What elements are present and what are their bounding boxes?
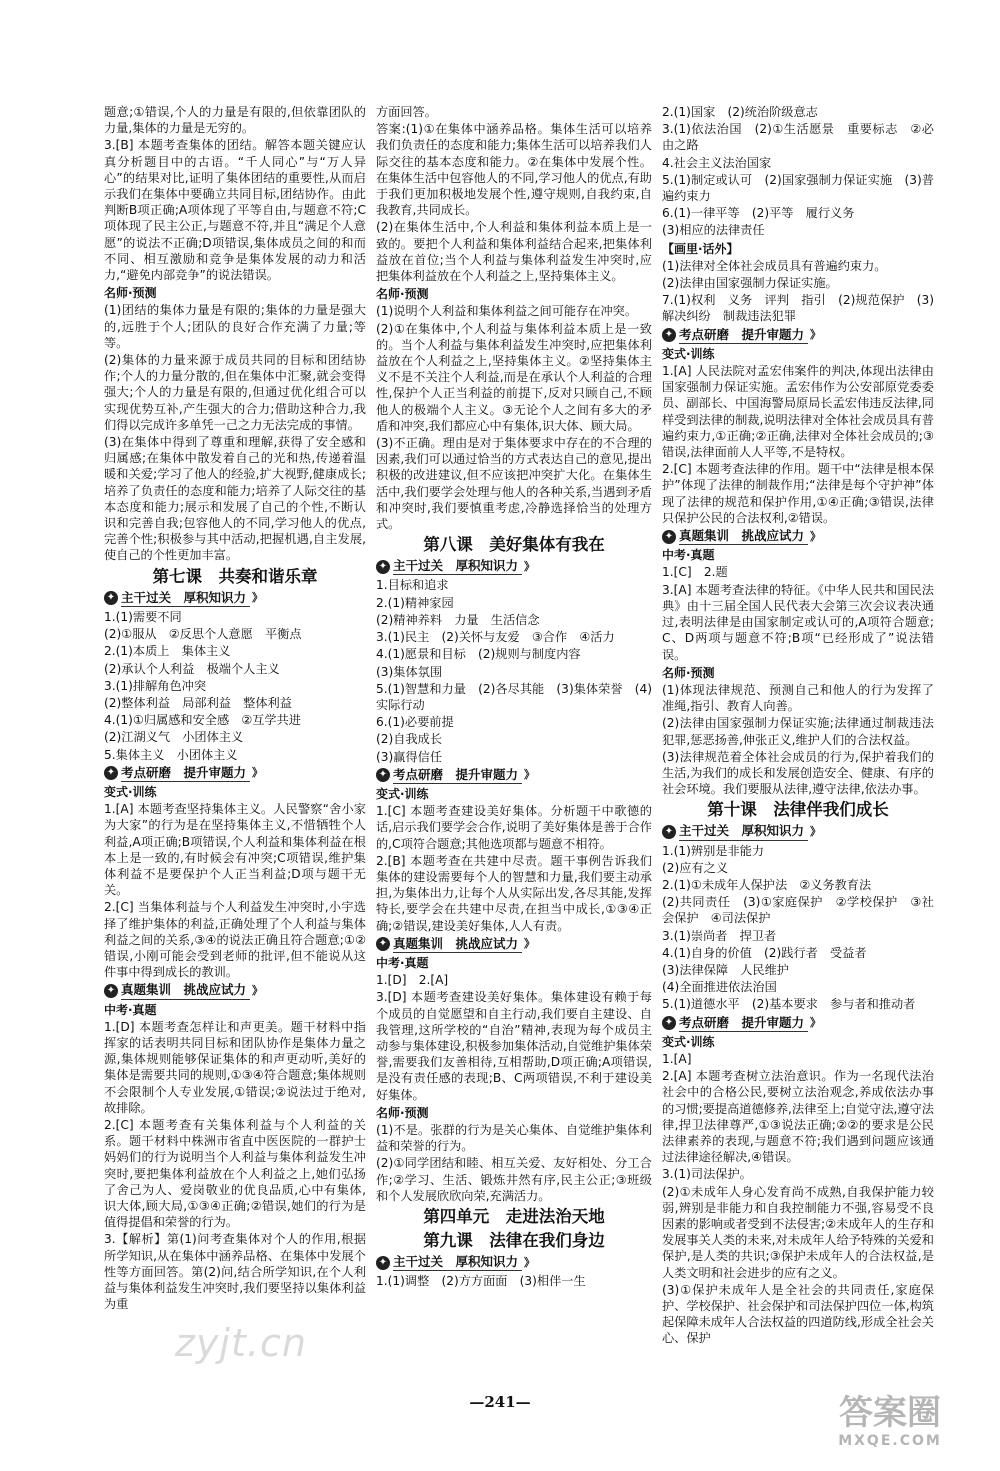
section-title: 主干过关 厚积知识力: [393, 558, 522, 575]
answer-text: (1)法律对全体社会成员具有普遍约束力。: [662, 258, 887, 273]
section-arrow-icon: 》: [810, 328, 822, 342]
answer-text: 3.[A] 本题考查法律的特征。《中华人民共和国民法典》由十三届全国人民代表大会第三次会议表决通过,表明法律是由国家制定或认可的,A项符合题意;C、D两项与题意不符;B项“已经形成了”说法错误。: [662, 582, 934, 662]
section-title: 主干过关 厚积知识力: [121, 590, 250, 607]
column-middle: [376, 104, 652, 1290]
lesson-title: 第十课 法律伴我们成长: [707, 800, 889, 820]
answer-text: (3)①保护未成年人是全社会的共同责任,家庭保护、学校保护、社会保护和司法保护四位一体,构筑起保障未成年人合法权益的四道防线,形成全社会关心、保护: [662, 1282, 934, 1346]
answer-text: 3.(1)司法保护。: [662, 1167, 752, 1182]
watermark-right-url: MXQE.COM: [838, 1432, 942, 1449]
answer-text: 4.(1)愿景和目标 (2)规则与制度内容: [376, 647, 581, 662]
answer-text: 2.[C] 本题考查法律的作用。题干中“法律是根本保护”体现了法律的制裁作用;“法律是每个守护神”体现了法律的规范和保护作用,①④正确;③错误,法律只保护公民的合法权利,②错误。: [662, 462, 934, 525]
section-title: 主干过关 厚积知识力: [679, 823, 808, 840]
section-header: [104, 982, 366, 999]
watermark-left: zyjt.cn: [175, 1321, 307, 1365]
answer-text: 1.[A]: [662, 1051, 692, 1066]
section-gear-icon: ✦: [662, 328, 676, 342]
answer-text: 3.(1)依法治国 (2)①生活愿景 重要标志 ②必由之路: [662, 122, 934, 153]
sub-heading: 【画里·话外】: [662, 241, 739, 256]
answer-text: (2)精神养料 力量 生活信念: [376, 612, 540, 627]
section-gear-icon: ✦: [662, 1016, 676, 1030]
section-gear-icon: ✦: [376, 1256, 390, 1270]
section-arrow-icon: 》: [252, 591, 264, 605]
sub-heading: 名师·预测: [376, 1105, 429, 1120]
answer-text: 答案:(1)①在集体中涵养品格。集体生活可以培养我们负责任的态度和能力;集体生活可以培养我们人际交往的基本态度和能力。②在集体中发展个性。在集体生活中包容他人的不同,学习他人的优点,有助于我们更加积极地发展个性,遵守规则,自我约束,自我教育,共同成长。: [376, 122, 652, 218]
answer-text: (2)①同学团结和睦、相互关爱、友好相处、分工合作;②学习、生活、锻炼井然有序,民主公正;③班级和个人发展欣欣向荣,充满活力。: [376, 1156, 652, 1203]
answer-text: 2.(1)精神家园: [376, 595, 454, 610]
answer-text: 5.(1)制定或认可 (2)国家强制力保证实施 (3)普遍约束力: [662, 172, 934, 204]
section-gear-icon: ✦: [662, 530, 676, 544]
answer-text: (2)在集体生活中,个人利益和集体利益本质上是一致的。要把个人利益和集体利益结合起来,把集体利益放在首位;当个人利益与集体利益发生冲突时,应把集体利益放在个人利益之上,坚持集体主义。: [376, 220, 652, 284]
answer-text: 1.(1)调整 (2)方方面面 (3)相伴一生: [376, 1274, 586, 1289]
answer-text: 1.[C] 本题考查建设美好集体。分析题干中歌德的话,启示我们要学会合作,说明了美好集体是善于合作的,C项符合题意;其他选项都与题意不相符。: [376, 804, 652, 851]
lesson-title: 第七课 共奏和谐乐章: [152, 566, 318, 586]
answer-text: 2.(1)①未成年人保护法 ②义务教育法: [662, 877, 872, 892]
section-arrow-icon: 》: [810, 1016, 822, 1030]
answer-text: (3)赢得信任: [376, 749, 443, 764]
sub-heading: 变式·训练: [104, 784, 157, 799]
lesson-title: 第四单元 走进法治天地: [423, 1207, 605, 1226]
answer-text: (1)说明个人利益和集体利益之间可能存在冲突。: [376, 304, 638, 319]
answer-text: (2)整体利益 局部利益 整体利益: [104, 695, 292, 710]
sub-heading: 名师·预测: [376, 287, 429, 302]
section-title: 主干过关 厚积知识力: [393, 1254, 522, 1271]
answer-text: (3)法律规范着全体社会成员的行为,保护着我们的生活,为我们的成长和发展创造安全、健康、有序的社会环境。我们要服从法律,遵守法律,依法办事。: [662, 749, 934, 797]
section-arrow-icon: 》: [524, 768, 536, 782]
answer-text: (2)①未成年人身心发育尚不成熟,自我保护能力较弱,辨别是非能力和自我控制能力不强,容易受不良因素的影响或者受到不法侵害;②未成年人的生存和发展事关人类的未来,对未成年人给予特殊的关爱和保护,是人类的共识;③保护未成年人的合法权益,是人类文明和社会进步的应有之义。: [662, 1184, 934, 1280]
answer-text: (3)相应的法律责任: [662, 223, 765, 238]
lesson-title: 第八课 美好集体有我在: [423, 535, 605, 555]
sub-heading: 中考·真题: [662, 548, 715, 563]
sub-heading: 变式·训练: [662, 346, 715, 361]
section-arrow-icon: 》: [524, 559, 536, 573]
answer-text: 6.(1)必要前提: [376, 715, 454, 730]
sub-heading: 变式·训练: [662, 1034, 715, 1049]
section-header: [376, 767, 652, 784]
answer-text: 4.社会主义法治国家: [662, 155, 772, 170]
answer-text: 方面回答。: [376, 105, 437, 119]
answer-text: 4.(1)自身的价值 (2)践行者 受益者: [662, 945, 867, 960]
answer-text: 6.(1)一律平等 (2)平等 履行义务: [662, 206, 855, 221]
sub-heading: 中考·真题: [376, 955, 429, 970]
answer-text: 3.[D] 本题考查建设美好集体。集体建设有赖于每个成员的自觉愿望和自主行动,我们要自主建设、自我管理,这所学校的“自治”精神,表现为每个成员主动参与集体建设,积极参加集体活动,自觉维护集体荣誉,需要我们友善相待,互相帮助,D项正确;A项错误,是没有责任感的表现;B、C两项错误,不利于建设美好集体。: [376, 990, 652, 1102]
section-title: 考点研磨 提升审题力: [679, 327, 808, 344]
answer-text: (4)全面推进依法治国: [662, 980, 777, 995]
section-title: 真题集训 挑战应试力: [393, 936, 522, 953]
watermark-right-logo: 答案圈: [839, 1392, 941, 1433]
answer-text: (2)①在集体中,个人利益与集体利益本质上是一致的。当个人利益与集体利益发生冲突时,应把集体利益放在个人利益之上,坚持集体主义。②坚持集体主义不是不关注个人利益,而是在承认个人利益的合理性,保护个人正当利益的前提下,反对只顾自己,不顾他人的极端个人主义。③无论个人之间有多大的矛盾和冲突,我们都应心中有集体,识大体、顾大局。: [376, 321, 652, 433]
answer-text: (3)集体氛围: [376, 664, 443, 679]
section-header: [662, 823, 934, 840]
section-arrow-icon: 》: [810, 824, 822, 838]
answer-text: 3.(1)崇尚者 捍卫者: [662, 928, 777, 943]
answer-text: 3.【解析】第(1)问考查集体对个人的作用,根据所学知识,从在集体中涵养品格、在集体中发展个性等方面回答。第(2)问,结合所学知识,在个人利益与集体利益发生冲突时,我们要坚持以集体利益为重: [104, 1232, 366, 1312]
answer-text: 1.[C] 2.题: [662, 565, 728, 580]
answer-text: (1)体现法律规范、预测自己和他人的行为发挥了准绳,指引、教育人向善。: [662, 682, 934, 714]
answer-text: 1.[A] 人民法院对孟宏伟案件的判决,体现出法律由国家强制力保证实施。孟宏伟作为公安部原党委委员、副部长、中国海警局原局长孟宏伟违反法律,同样受到法律的制裁,说明法律对全体社会成员具有普遍约束力,①正确;②正确,法律对全体社会成员的;③错误,法律面前人人平等,不是特权。: [662, 364, 934, 460]
sub-heading: 名师·预测: [104, 286, 157, 301]
column-right: [662, 104, 934, 1348]
section-header: [376, 558, 652, 575]
section-title: 考点研磨 提升审题力: [121, 765, 250, 782]
answer-text: 1.[A] 本题考查坚持集体主义。人民警察“舍小家为大家”的行为是在坚持集体主义,不惜牺牲个人利益,A项正确;B项错误,个人利益和集体利益在根本上是一致的,有时候会有冲突;C项错误,维护集体利益不是要保护个人正当利益;D项与题干无关。: [104, 802, 366, 898]
page-number: —241—: [469, 1393, 531, 1411]
answer-text: (3)不正确。理由是对于集体要求中存在的不合理的因素,我们可以通过恰当的方式表达自己的意见,提出积极的改进建议,但不应该把冲突扩大化。在集体生活中,我们要学会处理与他人的各种关系,当遇到矛盾和冲突时,我们要慎重考虑,冷静选择恰当的处理方式。: [376, 436, 652, 532]
answer-text: (2)承认个人利益 极端个人主义: [104, 661, 280, 676]
section-header: [376, 936, 652, 953]
answer-text: (2)自我成长: [376, 732, 443, 747]
answer-text: 1.目标和追求: [376, 578, 449, 593]
section-header: [376, 1254, 652, 1271]
answer-text: 2.[A] 本题考查树立法治意识。作为一名现代法治社会中的合格公民,要树立法治观念,养成依法办事的习惯;要提高道德修养,法律至上;自觉守法,遵守法律,捍卫法律尊严,①③说法正确;②②的要求是公民法律素养的表现,与题意不符;我们遇到问题应该通过法律途径解决,④错误。: [662, 1069, 934, 1165]
section-arrow-icon: 》: [252, 766, 264, 780]
section-header: [662, 528, 934, 545]
section-arrow-icon: 》: [524, 937, 536, 951]
answer-text: (2)江湖义气 小团体主义: [104, 730, 244, 745]
section-arrow-icon: 》: [810, 529, 822, 543]
section-header: [104, 765, 366, 782]
answer-text: (1)不是。张群的行为是关心集体、自觉维护集体利益和荣誉的行为。: [376, 1122, 652, 1154]
answer-text: 2.(1)国家 (2)统治阶级意志: [662, 105, 818, 119]
answer-text: (2)应有之义: [662, 860, 729, 875]
answer-text: 3.(1)排解角色冲突: [104, 678, 207, 693]
sub-heading: 名师·预测: [662, 665, 715, 680]
section-title: 考点研磨 提升审题力: [393, 767, 522, 784]
answer-text: 1.(1)辨别是非能力: [662, 843, 765, 858]
answer-text: 5.(1)道德水平 (2)基本要求 参与者和推动者: [662, 997, 916, 1012]
section-title: 真题集训 挑战应试力: [679, 528, 808, 545]
answer-text: (1)团结的集体力量是有限的;集体的力量是强大的,远胜于个人;团队的良好合作充满了力量;等等。: [104, 303, 366, 350]
answer-text: 5.集体主义 小团体主义: [104, 747, 238, 762]
answer-text: 2.(1)本质上 集体主义: [104, 644, 231, 659]
answer-text: 1.(1)需要不同: [104, 609, 182, 624]
answer-text: 2.[C] 当集体利益与个人利益发生冲突时,小宇选择了维护集体的利益,正确处理了个人利益与集体利益之间的关系,③④的说法正确且符合题意;①②错误,小刚可能会受到老师的批评,但不能说从这件事中得到成长的教训。: [104, 900, 366, 980]
answer-text: 1.[D] 2.[A]: [376, 973, 449, 988]
lesson-title: 第九课 法律在我们身边: [423, 1231, 605, 1250]
section-header: [104, 590, 366, 607]
answer-text: 1.[D] 本题考查怎样让和声更美。题干材料中指挥家的话表明共同目标和团队协作是集体力量之源,集体规则能够保证集体的和声更动听,美好的集体是需要共同的规则,①③④符合题意;集体规则不会限制个人专业发展,①错误;②说法过于绝对,故排除。: [104, 1019, 366, 1115]
section-gear-icon: ✦: [104, 766, 118, 780]
answer-text: 4.(1)①归属感和安全感 ②互学共进: [104, 713, 301, 728]
column-left: [104, 104, 366, 1313]
answer-text: (2)①服从 ②反思个人意愿 平衡点: [104, 627, 302, 642]
answer-text: 3.(1)民主 (2)关怀与友爱 ③合作 ④活力: [376, 630, 615, 645]
sub-heading: 中考·真题: [104, 1002, 157, 1017]
answer-text: (2)法律由国家强制力保证实施;法律通过制裁违法犯罪,惩恶扬善,伸张正义,维护人们的合法权益。: [662, 716, 934, 747]
section-gear-icon: ✦: [104, 984, 118, 998]
section-arrow-icon: 》: [524, 1255, 536, 1269]
section-gear-icon: ✦: [104, 591, 118, 605]
section-header: [662, 327, 934, 344]
answer-text: 2.[B] 本题考查在共建中尽责。题干事例告诉我们集体的建设需要每个人的智慧和力量,我们要主动承担,为集体出力,让每个人从实际出发,各尽其能,发挥特长,要学会在共建中尽责,在担当中成长,①③④正确;②错误,建设美好集体,人人有责。: [376, 853, 652, 933]
watermark-right: [800, 1393, 980, 1449]
section-title: 真题集训 挑战应试力: [121, 982, 250, 999]
section-gear-icon: ✦: [376, 768, 390, 782]
answer-text: (3)法律保障 人民维护: [662, 962, 789, 977]
sub-heading: 变式·训练: [376, 786, 429, 801]
answer-text: 5.(1)智慧和力量 (2)各尽其能 (3)集体荣誉 (4)实际行动: [376, 681, 652, 712]
section-header: [662, 1015, 934, 1032]
section-gear-icon: ✦: [376, 560, 390, 574]
section-title: 考点研磨 提升审题力: [679, 1015, 808, 1032]
answer-text: (2)法律由国家强制力保证实施。: [662, 276, 838, 291]
section-gear-icon: ✦: [376, 937, 390, 951]
section-arrow-icon: 》: [252, 983, 264, 997]
section-gear-icon: ✦: [662, 825, 676, 839]
answer-text: 3.[B] 本题考查集体的团结。解答本题关键应认真分析题目中的古语。“千人同心”与“万人异心”的结果对比,证明了集体团结的重要性,从而启示我们在集体中要确立共同目标,团结协作。由此判断B项正确;A项体现了平等自由,与题意不符;C项体现了民主公正,与题意不符,并且“满足个人意愿”的说法不正确;D项错误,集体成员之间的和而不同、相互激励和竞争是集体发展的动力和活力,“避免内部竞争”的说法错误。: [104, 138, 366, 283]
answer-text: 7.(1)权利 义务 评判 指引 (2)规范保护 (3)解决纠纷 制裁违法犯罪: [662, 293, 934, 324]
answer-text: (3)在集体中得到了尊重和理解,获得了安全感和归属感;在集体中散发着自己的光和热,传递着温暖和关爱;学习了他人的经验,扩大视野,健康成长;培养了负责任的态度和能力;培养了人际交往的基本态度和能力;展示和发展了自己的个性,不断认识和完善自我;包容他人的不同,学习他人的优点,完善个性;积极参与其中活动,把握机遇,自主发展,使自己的个性更加丰富。: [104, 435, 366, 563]
answer-text: 2.[C] 本题考查有关集体利益与个人利益的关系。题干材料中株洲市省直中医医院的一群护士妈妈们的行为说明当个人利益与集体利益发生冲突时,要把集体利益放在个人利益之上,她们弘扬了舍己为人、爱岗敬业的优良品质,心中有集体,识大体,顾大局,①③④正确;②错误,她们的行为是值得提倡和荣誉的行为。: [104, 1117, 366, 1230]
answer-text: (2)集体的力量来源于成员共同的目标和团结协作;个人的力量分散的,但在集体中汇聚,就会变得强大;个人的力量是有限的,但通过优化组合可以实现优势互补,产生强大的合力;借助这种合力,我们得以完成许多单凭一己之力无法完成的事情。: [104, 353, 366, 432]
answer-text: (2)共同责任 (3)①家庭保护 ②学校保护 ③社会保护 ④司法保护: [662, 895, 934, 926]
answer-text: 题意;①错误,个人的力量是有限的,但依靠团队的力量,集体的力量是无穷的。: [104, 105, 366, 136]
